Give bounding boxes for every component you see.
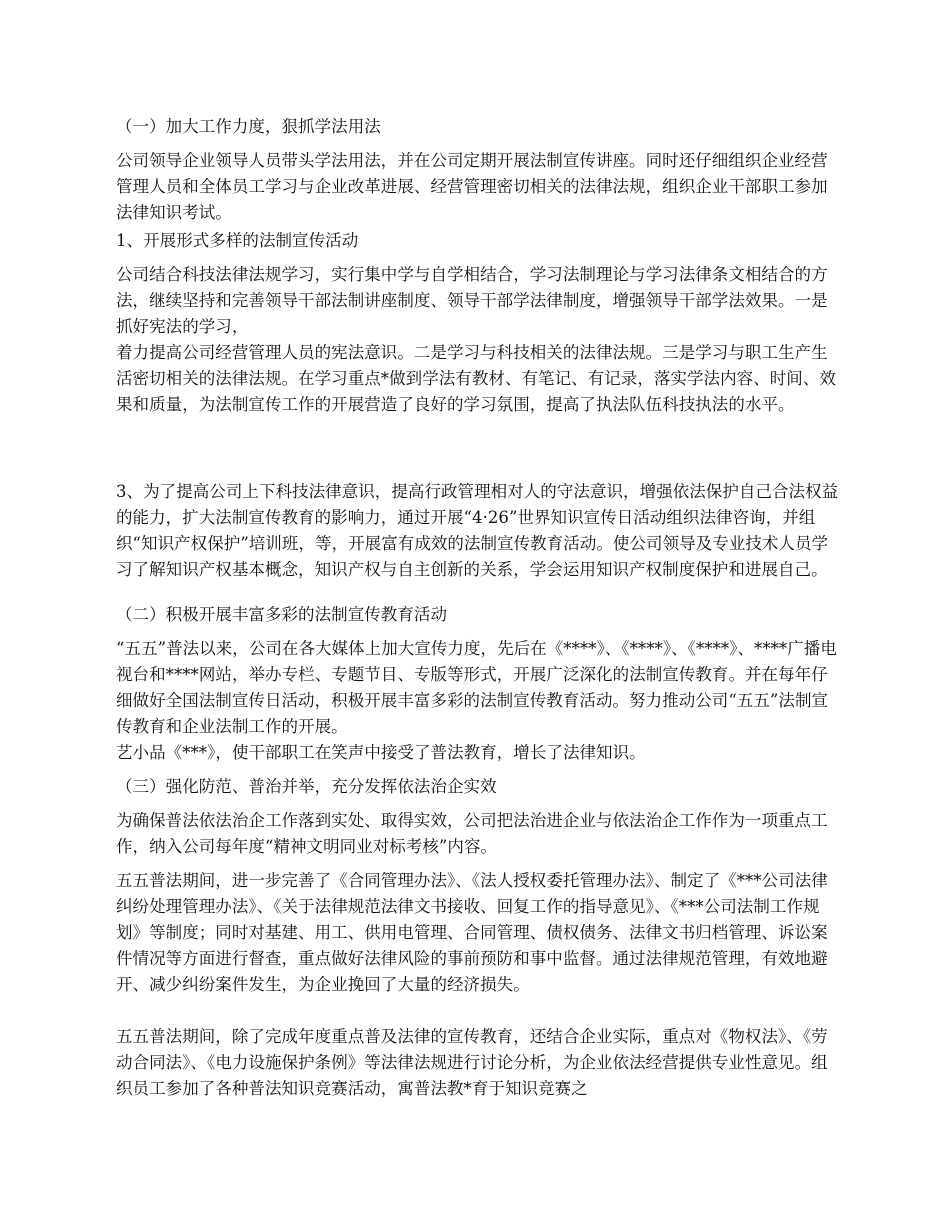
- paragraph-1: 公司领导企业领导人员带头学法用法，并在公司定期开展法制宣传讲座。同时还仔细组织企业经营管理人员和全体员工学习与企业改革进展、经营管理密切相关的法律法规，组织企业干部职工参加法律知识考试。: [116, 151, 828, 222]
- section-heading-2: （二）积极开展丰富多彩的法制宣传教育活动: [116, 605, 447, 624]
- section-heading-3: （三）强化防范、普治并举，充分发挥依法治企实效: [116, 777, 497, 796]
- paragraph-4: 3、为了提高公司上下科技法律意识，提高行政管理相对人的守法意识，增强依法保护自己合法权益的能力，扩大法制宣传教育的影响力，通过开展“4·26”世界知识宣传日活动组织法律咨询，并组织“知识产权保护”培训班，等，开展富有成效的法制宣传教育活动。使公司领导及专业技术人员学习了解知识产权基本概念，知识产权与自主创新的关系，学会运用知识产权制度保护和进展自己。: [116, 482, 839, 579]
- paragraph-2: 公司结合科技法律法规学习，实行集中学与自学相结合，学习法制理论与学习法律条文相结合的方法，继续坚持和完善领导干部法制讲座制度、领导干部学法律制度，增强领导干部学法效果。一是抓好宪法的学习，: [116, 265, 828, 336]
- paragraph-3: 着力提高公司经营管理人员的宪法意识。二是学习与科技相关的法律法规。三是学习与职工生产生活密切相关的法律法规。在学习重点*做到学法有教材、有笔记、有记录，落实学法内容、时间、效果和质量，为法制宣传工作的开展营造了良好的学习氛围，提高了执法队伍科技执法的水平。: [116, 343, 836, 414]
- subheading-1: 1、开展形式多样的法制宣传活动: [116, 231, 359, 250]
- section-heading-1: （一）加大工作力度，狠抓学法用法: [116, 117, 381, 136]
- paragraph-6: 艺小品《***》，使干部职工在笑声中接受了普法教育，增长了法律知识。: [116, 743, 646, 762]
- paragraph-5: “五五”普法以来，公司在各大媒体上加大宣传力度，先后在《****》、《****》、《****》、****广播电视台和****网站，举办专栏、专题节目、专版等形式，开展广泛深化的法制宣传教育。并在每年仔细做好全国法制宣传日活动，积极开展丰富多彩的法制宣传教育活动。努力推动公司“五五”法制宣传教育和企业法制工作的开展。: [116, 639, 837, 736]
- paragraph-9: 五五普法期间，除了完成年度重点普及法律的宣传教育，还结合企业实际，重点对《物权法》、《劳动合同法》、《电力设施保护条例》等法律法规进行讨论分析，为企业依法经营提供专业性意见。组织员工参加了各种普法知识竞赛活动，寓普法教*育于知识竞赛之: [116, 1027, 828, 1098]
- paragraph-7: 为确保普法依法治企工作落到实处、取得实效，公司把法治进企业与依法治企工作作为一项重点工作，纳入公司每年度“精神文明同业对标考核”内容。: [116, 811, 828, 856]
- paragraph-8: 五五普法期间，进一步完善了《合同管理办法》、《法人授权委托管理办法》、制定了《***公司法律纠纷处理管理办法》、《关于法律规范法律文书接收、回复工作的指导意见》、《***公司法制工作规划》等制度；同时对基建、用工、供用电管理、合同管理、债权债务、法律文书归档管理、诉讼案件情况等方面进行督查，重点做好法律风险的事前预防和事中监督。通过法律规范管理，有效地避开、减少纠纷案件发生，为企业挽回了大量的经济损失。: [116, 871, 828, 994]
